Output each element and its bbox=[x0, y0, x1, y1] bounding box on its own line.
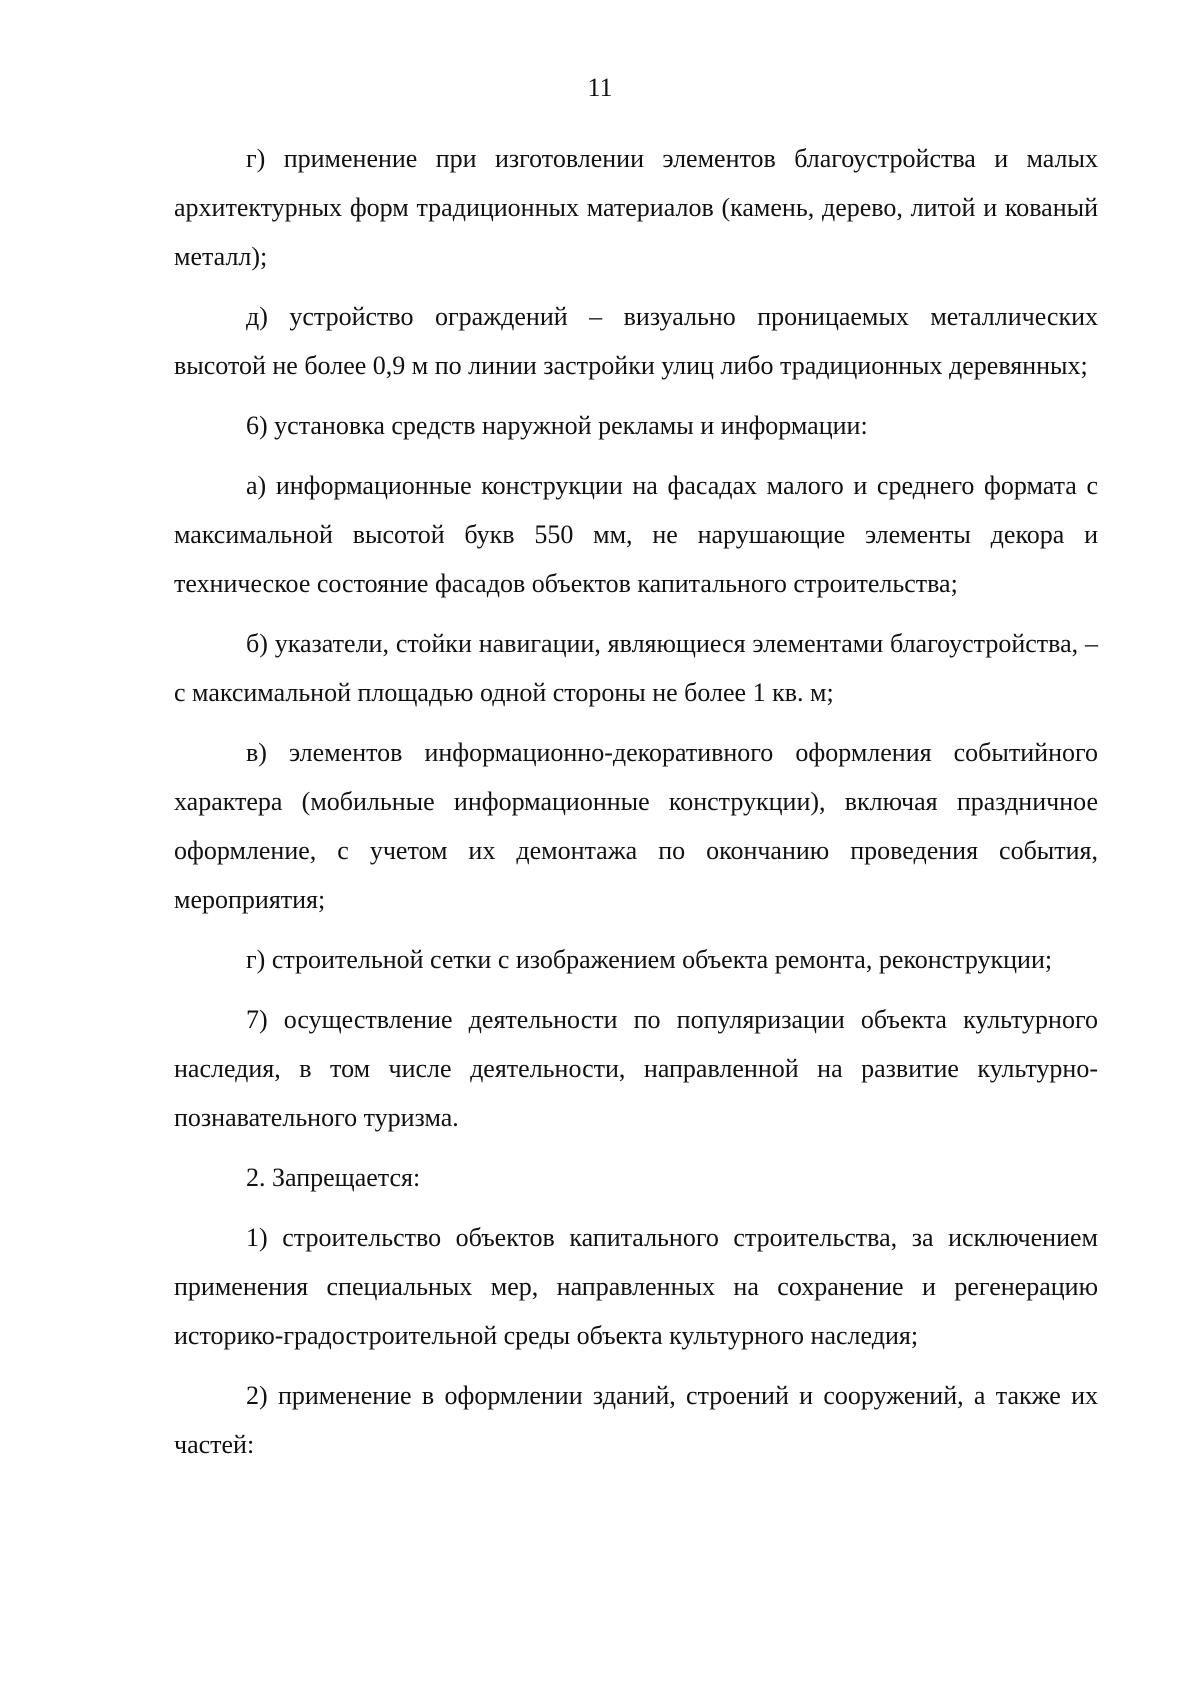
paragraph: г) применение при изготовлении элементов благоустройства и малых архитектурных форм традиционных материалов (камень, дерево, литой и кованый металл); bbox=[174, 144, 1098, 271]
paragraph: 7) осуществление деятельности по популяризации объекта культурного наследия, в том числе деятельности, направленной на развитие культурно-познавательного туризма. bbox=[174, 1005, 1098, 1132]
paragraph: д) устройство ограждений – визуально проницаемых металлических высотой не более 0,9 м по линии застройки улиц либо традиционных деревянных; bbox=[174, 302, 1098, 380]
paragraph: 6) установка средств наружной рекламы и информации: bbox=[246, 411, 868, 440]
paragraph: в) элементов информационно-декоративного оформления событийного характера (мобильные информационные конструкции), включая праздничное оформление, с учетом их демонтажа по окончанию проведения события, мероприятия; bbox=[174, 738, 1098, 914]
paragraph: 1) строительство объектов капитального строительства, за исключением применения специальных мер, направленных на сохранение и регенерацию историко-градостроительной среды объекта культурного наследия; bbox=[174, 1223, 1098, 1350]
document-body bbox=[174, 134, 1098, 1480]
paragraph: 2. Запрещается: bbox=[246, 1163, 421, 1192]
paragraph: б) указатели, стойки навигации, являющиеся элементами благоустройства, – с максимальной площадью одной стороны не более 1 кв. м; bbox=[174, 629, 1098, 707]
page-number: 11 bbox=[587, 73, 613, 102]
paragraph: а) информационные конструкции на фасадах малого и среднего формата с максимальной высотой букв 550 мм, не нарушающие элементы декора и техническое состояние фасадов объектов капитального строительства; bbox=[174, 471, 1098, 598]
paragraph: г) строительной сетки с изображением объекта ремонта, реконструкции; bbox=[246, 945, 1053, 974]
paragraph: 2) применение в оформлении зданий, строений и сооружений, а также их частей: bbox=[174, 1381, 1098, 1459]
